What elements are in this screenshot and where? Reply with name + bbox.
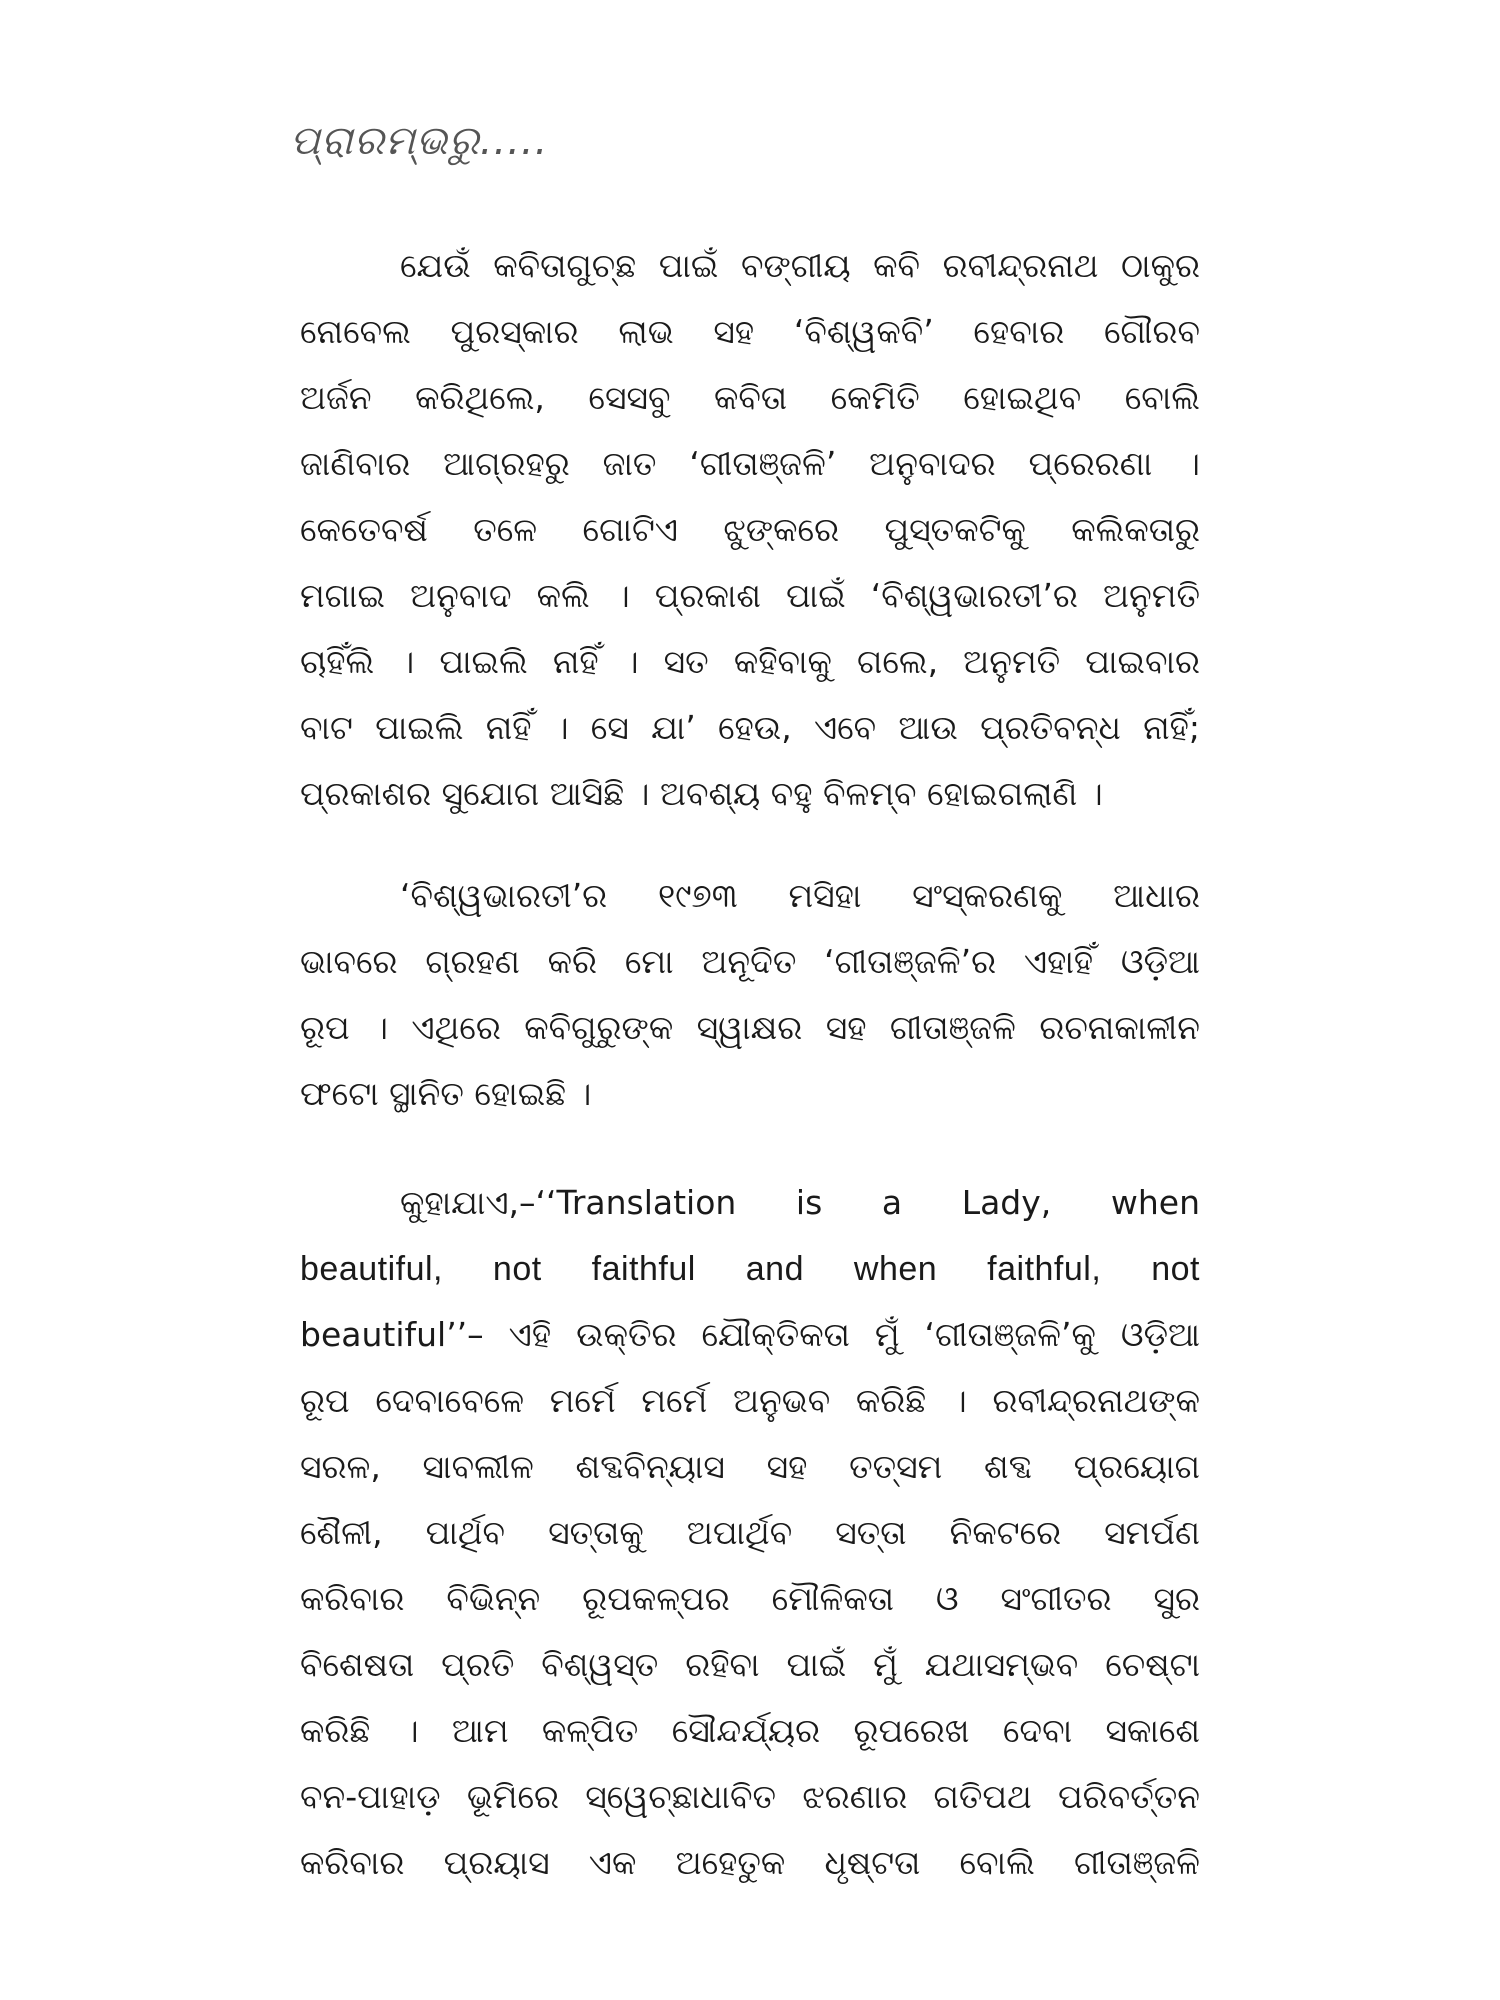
text-line: ମଗାଇ ଅନୁବାଦ କଲି । ପ୍ରକାଶ ପାଇଁ ‘ବିଶ୍ୱଭାରତୀ’ର ଅନୁମତି	[300, 576, 1200, 615]
text-line: ରୂପ ଦେବାବେଳେ ମର୍ମେ ମର୍ମେ ଅନୁଭବ କରିଛି । ରବୀନ୍ଦ୍ରନାଥଙ୍କ	[300, 1381, 1200, 1420]
text-line: କରିବାର ପ୍ରୟାସ ଏକ ଅହେତୁକ ଧୃଷ୍ଟତା ବୋଲି ଗୀତାଞ୍ଜଳି	[300, 1843, 1200, 1882]
text-line: ଶୈଳୀ, ପାର୍ଥିବ ସତ୍ତାକୁ ଅପାର୍ଥିବ ସତ୍ତା ନିକଟରେ ସମର୍ପଣ	[300, 1513, 1200, 1552]
text-line: ‘ବିଶ୍ୱଭାରତୀ’ର ୧୯୭୩ ମସିହା ସଂସ୍କରଣକୁ ଆଧାର	[400, 876, 1200, 915]
text-line: ବାଟ ପାଇଲି ନାହିଁ । ସେ ଯା’ ହେଉ, ଏବେ ଆଉ ପ୍ରତିବନ୍ଧ ନାହିଁ;	[300, 708, 1200, 747]
text-line: ପ୍ରକାଶର ସୁଯୋଗ ଆସିଛି । ଅବଶ୍ୟ ବହୁ ବିଳମ୍ବ ହୋଇଗଲାଣି ।	[300, 774, 1103, 813]
page-heading: ପ୍ରାରମ୍ଭରୁ.....	[290, 118, 549, 164]
text-line: beautiful’’– ଏହି ଉକ୍ତିର ଯୌକ୍ତିକତା ମୁଁ ‘ଗୀତାଞ୍ଜଳି’କୁ ଓଡ଼ିଆ	[300, 1315, 1200, 1354]
text-line: ଯେଉଁ କବିତାଗୁଚ୍ଛ ପାଇଁ ବଙ୍ଗୀୟ କବି ରବୀନ୍ଦ୍ରନାଥ ଠାକୁର	[400, 246, 1200, 285]
text-line: ସରଳ, ସାବଲୀଳ ଶବ୍ଦବିନ୍ୟାସ ସହ ତତ୍‌ସମ ଶବ୍ଦ ପ୍ରୟୋଗ	[300, 1447, 1200, 1486]
text-line: ଫଟୋ ସ୍ଥାନିତ ହୋଇଛି ।	[300, 1074, 592, 1113]
text-line: ଅର୍ଜନ କରିଥିଲେ, ସେସବୁ କବିତା କେମିତି ହୋଇଥିବ ବୋଲି	[300, 378, 1200, 417]
text-line: ଚାହିଁଲି । ପାଇଲି ନାହିଁ । ସତ କହିବାକୁ ଗଲେ, ଅନୁମତି ପାଇବାର	[300, 642, 1200, 681]
paragraph-2	[300, 863, 1200, 1127]
paragraph-1	[300, 233, 1200, 827]
text-line: କୁହାଯାଏ,–‘‘Translation is a Lady, when	[400, 1183, 1200, 1222]
text-line: କରିଛି । ଆମ କଳ୍ପିତ ସୌନ୍ଦର୍ଯ୍ୟର ରୂପରେଖ ଦେବା ସକାଶେ	[300, 1711, 1200, 1750]
text-line: ରୂପ । ଏଥିରେ କବିଗୁରୁଙ୍କ ସ୍ୱାକ୍ଷର ସହ ଗୀତାଞ୍ଜଳି ରଚନାକାଳୀନ	[300, 1008, 1200, 1047]
text-line: କେତେବର୍ଷ ତଳେ ଗୋଟିଏ ଝୁଙ୍କରେ ପୁସ୍ତକଟିକୁ କଲିକତାରୁ	[300, 510, 1200, 549]
text-line: କରିବାର ବିଭିନ୍ନ ରୂପକଳ୍ପର ମୌଳିକତା ଓ ସଂଗୀତର ସୁର	[300, 1579, 1200, 1618]
text-line: beautiful, not faithful and when faithful, not	[300, 1250, 1200, 1288]
paragraph-3	[300, 1170, 1200, 1896]
text-line: ନୋବେଲ ପୁରସ୍କାର ଲାଭ ସହ ‘ବିଶ୍ୱକବି’ ହେବାର ଗୌରବ	[300, 312, 1200, 351]
text-line: ବିଶେଷତା ପ୍ରତି ବିଶ୍ୱସ୍ତ ରହିବା ପାଇଁ ମୁଁ ଯଥାସମ୍ଭବ ଚେଷ୍ଟା	[300, 1645, 1200, 1684]
text-line: ଭାବରେ ଗ୍ରହଣ କରି ମୋ ଅନୂଦିତ ‘ଗୀତାଞ୍ଜଳି’ର ଏହାହିଁ ଓଡ଼ିଆ	[300, 942, 1200, 981]
text-line: ଜାଣିବାର ଆଗ୍ରହରୁ ଜାତ ‘ଗୀତାଞ୍ଜଳି’ ଅନୁବାଦର ପ୍ରେରଣା ।	[300, 444, 1200, 483]
text-line: ବନ-ପାହାଡ଼ ଭୂମିରେ ସ୍ୱେଚ୍ଛାଧାବିତ ଝରଣାର ଗତିପଥ ପରିବର୍ତ୍ତନ	[300, 1777, 1200, 1816]
